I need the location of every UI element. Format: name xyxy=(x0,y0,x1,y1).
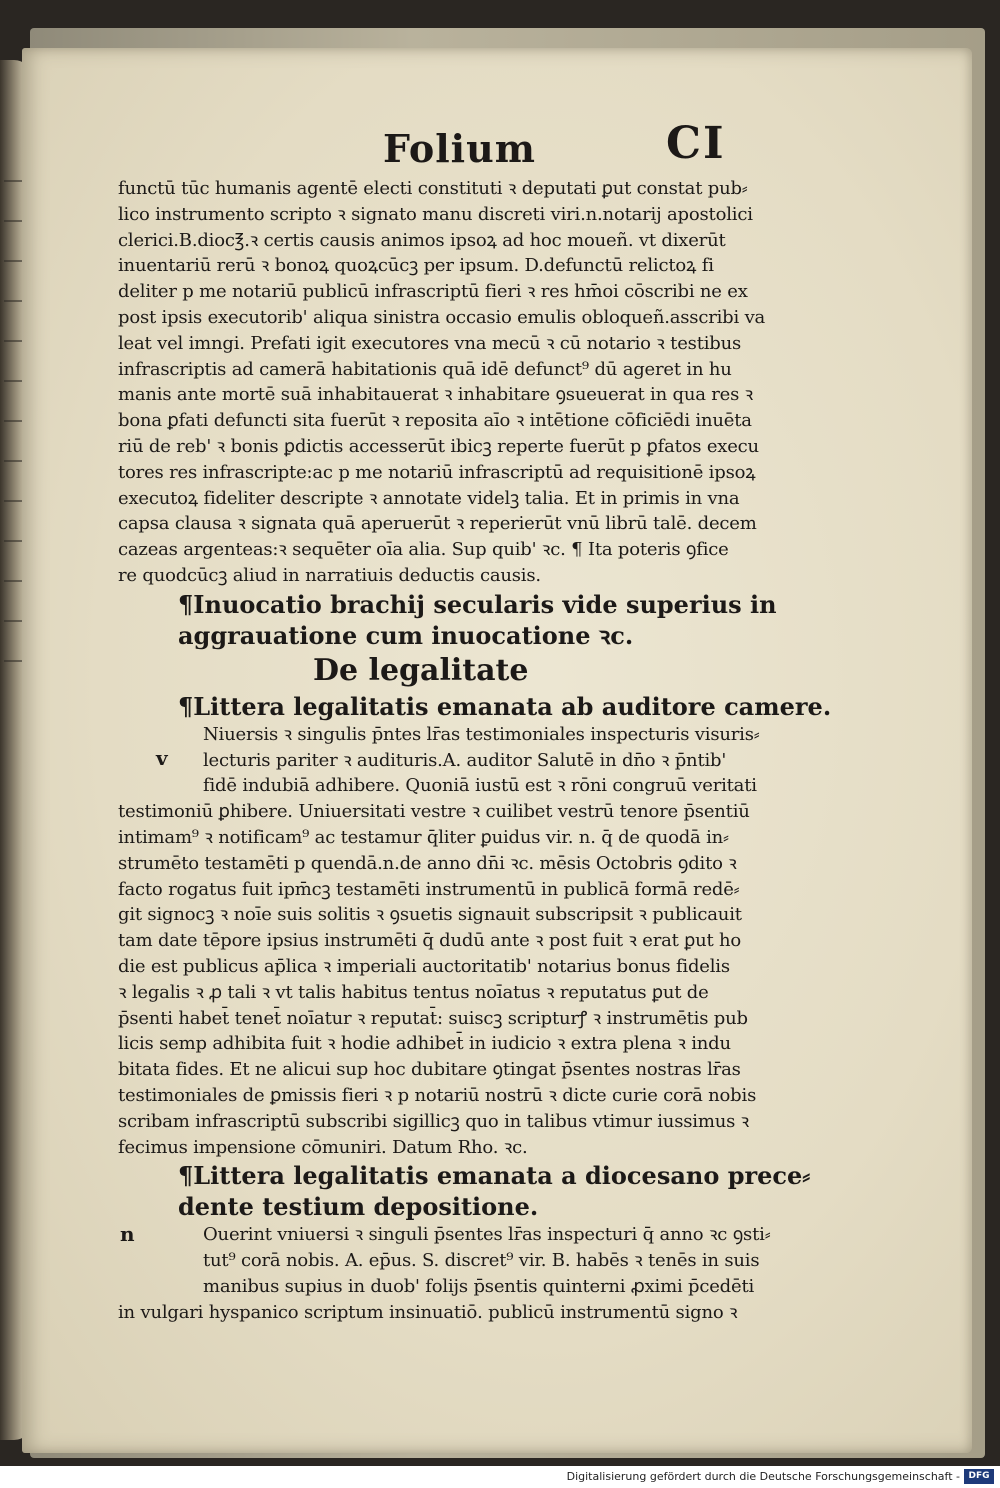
text-line: facto rogatus fuit ipm̄cꝫ testamēti instrumentū in publicā formā redē⸗ xyxy=(118,878,740,900)
text-line: lico instrumento scripto ꝛ signato manu discreti viri.n.notarij apostolici xyxy=(118,203,753,225)
text-line: re quodcūcꝫ aliud in narratiuis deductis causis. xyxy=(118,564,541,586)
funding-credit: Digitalisierung gefördert durch die Deutsche Forschungsgemeinschaft - xyxy=(566,1470,960,1483)
text-line: bona ꝑfati defuncti sita fuerūt ꝛ reposita aīo ꝛ intētione cōficiēdi inuēta xyxy=(118,410,752,432)
text-line: strumēto testamēti p quendā.n.de anno dn̄i ꝛc. mēsis Octobris ꝯdito ꝛ xyxy=(118,852,737,874)
page-text-block xyxy=(118,112,832,1325)
text-line: capsa clausa ꝛ signata quā aperuerūt ꝛ reperierūt vnū librū talē. decem xyxy=(118,513,757,535)
text-line: tut⁹ corā nobis. A. ep̄us. S. discret⁹ vir. B. habēs ꝛ tenēs in suis xyxy=(203,1250,760,1272)
text-line: clerici.B.dioc℥.ꝛ certis causis animos ipsoꝝ ad hoc moueñ. vt dixerūt xyxy=(118,229,726,251)
text-line: intimam⁹ ꝛ notificam⁹ ac testamur q̄liter ꝑuidus vir. n. q̄ de quodā in⸗ xyxy=(118,826,729,848)
text-line: testimoniales de ꝑmissis fieri ꝛ p notariū nostrū ꝛ dicte curie corā nobis xyxy=(118,1084,757,1106)
text-line: die est publicus ap̄lica ꝛ imperiali auctoritatib' notarius bonus fidelis xyxy=(118,955,730,977)
text-line: tam date tēpore ipsius instrumēti q̄ dudū ante ꝛ post fuit ꝛ erat ꝑut ho xyxy=(118,930,742,952)
dfg-logo: DFG xyxy=(964,1469,994,1484)
text-line: licis semp adhibita fuit ꝛ hodie adhibet̄ in iudicio ꝛ extra plena ꝛ indu xyxy=(118,1033,731,1055)
text-line: functū tūc humanis agentē electi constituti ꝛ deputati ꝑut constat pub⸗ xyxy=(118,178,748,199)
text-line: cazeas argenteas:ꝛ sequēter oīa alia. Sup quib' ꝛc. ¶ Ita poteris ꝯfice xyxy=(118,539,729,561)
text-line: manibus supius in duob' folijs p̄sentis quinterni ꝓximi p̄cedēti xyxy=(203,1275,755,1297)
rubric-invocation xyxy=(118,589,798,651)
text-line: p̄senti habet̄ tenet̄ noīatur ꝛ reputat̄: suiscꝫ scripturꝭ ꝛ instrumētis pub xyxy=(118,1007,748,1029)
marginal-letter: n xyxy=(120,1222,135,1247)
body-paragraph-2 xyxy=(118,722,798,1161)
rubric-line: ¶Littera legalitatis emanata a diocesano prece⸗ xyxy=(178,1161,811,1191)
section-heading: De legalitate xyxy=(313,652,529,688)
text-line: riū de reb' ꝛ bonis ꝑdictis accesserūt ibicꝫ reperte fuerūt p ꝑfatos execu xyxy=(118,435,759,457)
body-paragraph-3 xyxy=(118,1222,798,1325)
text-line: Niuersis ꝛ singulis p̄ntes lr̄as testimoniales inspecturis visuris⸗ xyxy=(203,723,760,745)
marginal-letter: v xyxy=(156,745,168,770)
text-line: fidē indubiā adhibere. Quoniā iustū est ꝛ rōni congruū veritati xyxy=(203,775,757,797)
text-line: inuentariū rerū ꝛ bonoꝝ quoꝝcūcꝫ per ipsum. D.defunctū relictoꝝ fi xyxy=(118,255,714,277)
text-line: post ipsis executorib' aliqua sinistra occasio emulis obloqueñ.asscribi va xyxy=(118,306,766,328)
text-line: testimoniū ꝑhibere. Uniuersitati vestre ꝛ cuilibet vestrū tenore p̄sentiū xyxy=(118,801,750,823)
text-line: git signocꝫ ꝛ noīe suis solitis ꝛ ꝯsuetis signauit subscripsit ꝛ publicauit xyxy=(118,904,742,926)
body-paragraph-1 xyxy=(118,176,798,589)
rubric-line: dente testium depositione. xyxy=(178,1192,539,1222)
text-line: lecturis pariter ꝛ audituris.A. auditor Salutē in dn̄o ꝛ p̄ntib' xyxy=(203,749,727,771)
rubric-line: ¶Littera legalitatis emanata ab auditore camere. xyxy=(178,691,832,721)
running-title: Folium xyxy=(383,126,536,171)
text-line: infrascriptis ad camerā habitationis quā idē defunct⁹ dū ageret in hu xyxy=(118,358,732,380)
text-line: ꝛ legalis ꝛ ꝓ tali ꝛ vt talis habitus tentus noīatus ꝛ reputatus ꝑut de xyxy=(118,981,709,1003)
rubric-line: ¶Inuocatio brachij secularis vide superius in xyxy=(178,589,777,619)
text-line: leat vel imngi. Prefati igit executores vna mecū ꝛ cū notario ꝛ testibus xyxy=(118,332,742,354)
rubric-line: aggrauatione cum inuocatione ꝛc. xyxy=(178,620,634,650)
text-line: in vulgari hyspanico scriptum insinuatiō. publicū instrumentū signo ꝛ xyxy=(118,1301,738,1323)
text-line: scribam infrascriptū subscribi sigillicꝫ quo in talibus vtimur iussimus ꝛ xyxy=(118,1110,749,1132)
text-line: fecimus impensione cōmuniri. Datum Rho. ꝛc. xyxy=(118,1136,528,1158)
folio-number: CI xyxy=(666,118,726,169)
digitization-footer xyxy=(0,1466,1000,1488)
page-header xyxy=(118,112,798,176)
rubric-diocesan xyxy=(118,1160,811,1222)
text-line: tores res infrascripte:ac p me notariū infrascriptū ad requisitionē ipsoꝝ xyxy=(118,461,756,483)
text-line: deliter p me notariū publicū infrascriptū fieri ꝛ res hm̄oi cōscribi ne ex xyxy=(118,281,748,303)
text-line: executoꝝ fideliter descripte ꝛ annotate videlꝫ talia. Et in primis in vna xyxy=(118,487,740,509)
text-line: bitata fides. Et ne alicui sup hoc dubitare ꝯtingat p̄sentes nostras lr̄as xyxy=(118,1059,741,1081)
text-line: Ouerint vniuersi ꝛ singuli p̄sentes lr̄as inspecturi q̄ anno ꝛc ꝯsti⸗ xyxy=(203,1224,771,1246)
text-line: manis ante mortē suā inhabitauerat ꝛ inhabitare ꝯsueuerat in qua res ꝛ xyxy=(118,384,754,406)
